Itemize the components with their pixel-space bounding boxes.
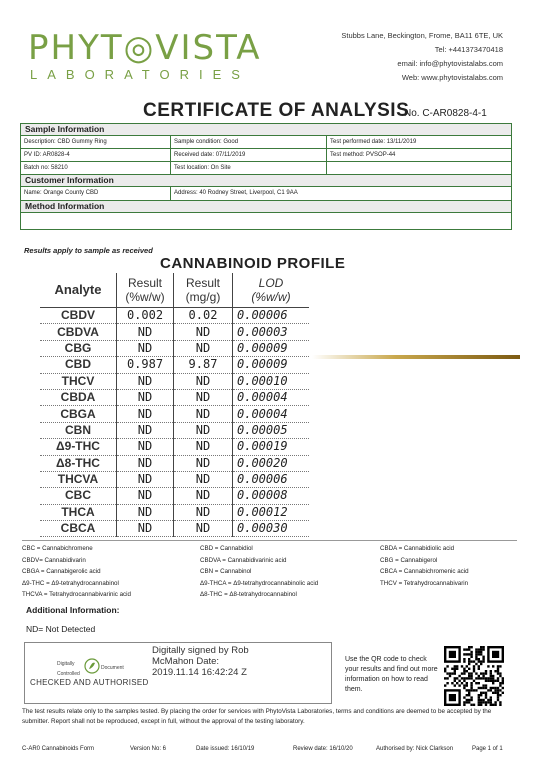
header-result-pct: Result (%w/w) bbox=[117, 273, 174, 308]
cell-lod: 0.00003 bbox=[233, 324, 310, 340]
footer-issued: Date issued: 16/10/19 bbox=[196, 746, 255, 752]
customer-name: Name: Orange County CBD bbox=[21, 187, 171, 200]
legend-entry: THCV = Tetrahydrocannabivarin bbox=[380, 579, 469, 587]
cell-pct: ND bbox=[117, 488, 174, 504]
cell-analyte: CBGA bbox=[40, 406, 117, 422]
disclaimer: The test results relate only to the samples tested. By placing the order for services with PhytoVista Laboratories, terms and conditions are deemed to be accepted by the submitter. Report shall not be reproduced, except in full, without the approval of the testing laboratory. bbox=[22, 708, 492, 725]
cell-analyte: THCVA bbox=[40, 471, 117, 487]
cell-lod: 0.00004 bbox=[233, 389, 310, 405]
results-note: Results apply to sample as received bbox=[24, 246, 153, 255]
footer-authorised: Authorised by: Nick Clarkson bbox=[376, 746, 454, 752]
legend-entry: CBDA = Cannabidiolic acid bbox=[380, 545, 455, 552]
cell-pct: ND bbox=[117, 324, 174, 340]
cell-lod: 0.00030 bbox=[233, 521, 310, 537]
cell-analyte: CBC bbox=[40, 488, 117, 504]
cell-pct: ND bbox=[117, 406, 174, 422]
cell-analyte: THCA bbox=[40, 504, 117, 520]
qr-code-icon[interactable] bbox=[444, 646, 504, 706]
cell-lod: 0.00005 bbox=[233, 422, 310, 438]
table-row bbox=[40, 406, 309, 422]
cell-pct: 0.002 bbox=[117, 308, 174, 324]
cell-lod: 0.00019 bbox=[233, 439, 310, 455]
document-title: CERTIFICATE OF ANALYSIS bbox=[143, 100, 410, 121]
cell-mg: ND bbox=[174, 373, 233, 389]
legend-entry: THCVA = Tetrahydrocannabivarinic acid bbox=[22, 591, 131, 598]
cell-pct: ND bbox=[117, 471, 174, 487]
table-row bbox=[40, 471, 309, 487]
table-row bbox=[40, 373, 309, 389]
legend-entry: CBGA = Cannabigerolic acid bbox=[22, 568, 101, 575]
cell-lod: 0.00008 bbox=[233, 488, 310, 504]
received-date: Received date: 07/11/2019 bbox=[171, 149, 327, 161]
cell-lod: 0.00006 bbox=[233, 308, 310, 324]
legend-entry: CBG = Cannabigerol bbox=[380, 556, 438, 564]
legend-entry: CBN = Cannabinol bbox=[200, 568, 252, 575]
cell-lod: 0.00020 bbox=[233, 455, 310, 471]
cannabinoid-profile-title: CANNABINOID PROFILE bbox=[160, 255, 346, 272]
pv-id: PV ID: AR0828-4 bbox=[21, 149, 171, 161]
cell-pct: ND bbox=[117, 439, 174, 455]
table-row bbox=[40, 439, 309, 455]
cell-mg: ND bbox=[174, 521, 233, 537]
table-row bbox=[40, 455, 309, 471]
cell-lod: 0.00012 bbox=[233, 504, 310, 520]
footer-page: Page 1 of 1 bbox=[472, 746, 503, 752]
cell-analyte: CBN bbox=[40, 422, 117, 438]
company-email: email: info@phytovistalabs.com bbox=[397, 59, 503, 68]
cell-analyte: CBDA bbox=[40, 389, 117, 405]
additional-info-heading: Additional Information: bbox=[26, 605, 120, 615]
customer-address: Address: 40 Rodney Street, Liverpool, C1 9AA bbox=[174, 190, 298, 196]
test-location: Test location: On Site bbox=[171, 162, 327, 174]
cell-mg: ND bbox=[174, 455, 233, 471]
cell-analyte: THCV bbox=[40, 373, 117, 389]
company-web: Web: www.phytovistalabs.com bbox=[401, 73, 503, 82]
method-info-blank bbox=[21, 213, 511, 229]
sample-condition: Sample condition: Good bbox=[171, 136, 327, 148]
cell-mg: ND bbox=[174, 488, 233, 504]
cell-pct: ND bbox=[117, 389, 174, 405]
legend-entry: Δ8-THC = Δ8-tetrahydrocannabinol bbox=[200, 591, 297, 598]
cell-pct: ND bbox=[117, 340, 174, 356]
checked-authorised-label: CHECKED AND AUTHORISED bbox=[30, 678, 149, 687]
test-method: Test method: PVSOP-44 bbox=[330, 152, 396, 158]
footer-version: Version No: 6 bbox=[130, 746, 167, 752]
cell-mg: ND bbox=[174, 324, 233, 340]
document-controlled-stamp: Digitally Document Controlled bbox=[29, 657, 149, 687]
legend-entry: CBDV= Cannabidivarin bbox=[22, 556, 86, 564]
certificate-number: No. C-AR0828-4-1 bbox=[404, 108, 487, 119]
cell-analyte: CBDVA bbox=[40, 324, 117, 340]
customer-info-heading: Customer Information bbox=[21, 175, 511, 187]
sample-info-heading: Sample Information bbox=[21, 124, 511, 136]
table-row bbox=[40, 340, 309, 356]
cell-lod: 0.00009 bbox=[233, 340, 310, 356]
cell-analyte: CBCA bbox=[40, 521, 117, 537]
cell-lod: 0.00006 bbox=[233, 471, 310, 487]
company-logo: PHYT◎VISTA bbox=[28, 28, 262, 68]
cell-analyte: Δ8-THC bbox=[40, 455, 117, 471]
sample-description: Description: CBD Gummy Ring bbox=[21, 136, 171, 148]
cell-pct: 0.987 bbox=[117, 357, 174, 373]
cell-mg: ND bbox=[174, 389, 233, 405]
batch-number: Batch no: 58210 bbox=[21, 162, 171, 174]
cell-pct: ND bbox=[117, 422, 174, 438]
cell-mg: ND bbox=[174, 439, 233, 455]
empty-cell bbox=[327, 162, 511, 174]
cell-pct: ND bbox=[117, 373, 174, 389]
qr-instructions: Use the QR code to check your results and find out more information on how to read them. bbox=[345, 656, 438, 693]
cell-mg: 9.87 bbox=[174, 357, 233, 373]
header-result-mg: Result (mg/g) bbox=[174, 273, 233, 308]
cell-analyte: Δ9-THC bbox=[40, 439, 117, 455]
cell-analyte: CBDV bbox=[40, 308, 117, 324]
cell-mg: ND bbox=[174, 504, 233, 520]
sample-info-table bbox=[20, 123, 512, 230]
header-analyte: Analyte bbox=[40, 273, 117, 308]
digital-signature: Digitally signed by Rob McMahon Date: 2019.11.14 16:42:24 Z bbox=[152, 645, 249, 678]
cell-mg: 0.02 bbox=[174, 308, 233, 324]
legend-entry: CBC = Cannabichromene bbox=[22, 545, 93, 552]
test-performed-date: Test performed date: 13/11/2019 bbox=[330, 139, 417, 145]
cell-pct: ND bbox=[117, 455, 174, 471]
leaf-seal-icon bbox=[84, 658, 100, 674]
abbreviation-legend bbox=[22, 540, 517, 598]
table-row bbox=[40, 422, 309, 438]
cell-mg: ND bbox=[174, 406, 233, 422]
method-info-heading: Method Information bbox=[21, 201, 511, 213]
legend-entry: CBCA = Cannabichromenic acid bbox=[380, 568, 469, 575]
cell-mg: ND bbox=[174, 340, 233, 356]
company-tel: Tel: +441373470418 bbox=[434, 45, 503, 54]
cell-pct: ND bbox=[117, 521, 174, 537]
legend-entry: CBD = Cannabidiol bbox=[200, 545, 253, 552]
decorative-gold-bar bbox=[312, 355, 520, 359]
table-row bbox=[40, 308, 309, 324]
legend-entry: Δ9-THC = Δ9-tetrahydrocannabinol bbox=[22, 579, 119, 587]
cell-lod: 0.00009 bbox=[233, 357, 310, 373]
table-row bbox=[40, 389, 309, 405]
table-row bbox=[40, 324, 309, 340]
cell-analyte: CBD bbox=[40, 357, 117, 373]
footer-review: Review date: 16/10/20 bbox=[293, 746, 353, 752]
table-row bbox=[40, 504, 309, 520]
table-row bbox=[40, 357, 309, 373]
footer-form: C-AR0 Cannabinoids Form bbox=[22, 746, 95, 752]
company-logo-subtitle: LABORATORIES bbox=[30, 67, 250, 82]
cell-lod: 0.00010 bbox=[233, 373, 310, 389]
table-row bbox=[40, 521, 309, 537]
header-lod: LOD (%w/w) bbox=[233, 273, 310, 308]
nd-note: ND= Not Detected bbox=[26, 624, 96, 634]
cell-pct: ND bbox=[117, 504, 174, 520]
cell-mg: ND bbox=[174, 471, 233, 487]
cell-lod: 0.00004 bbox=[233, 406, 310, 422]
company-address: Stubbs Lane, Beckington, Frome, BA11 6TE, UK bbox=[341, 31, 503, 40]
cannabinoid-table bbox=[40, 273, 309, 537]
cell-analyte: CBG bbox=[40, 340, 117, 356]
legend-entry: Δ9-THCA = Δ9-tetrahydrocannabinolic acid bbox=[200, 579, 319, 587]
cell-mg: ND bbox=[174, 422, 233, 438]
table-row bbox=[40, 488, 309, 504]
legend-entry: CBDVA = Cannabidivarinic acid bbox=[200, 556, 287, 564]
